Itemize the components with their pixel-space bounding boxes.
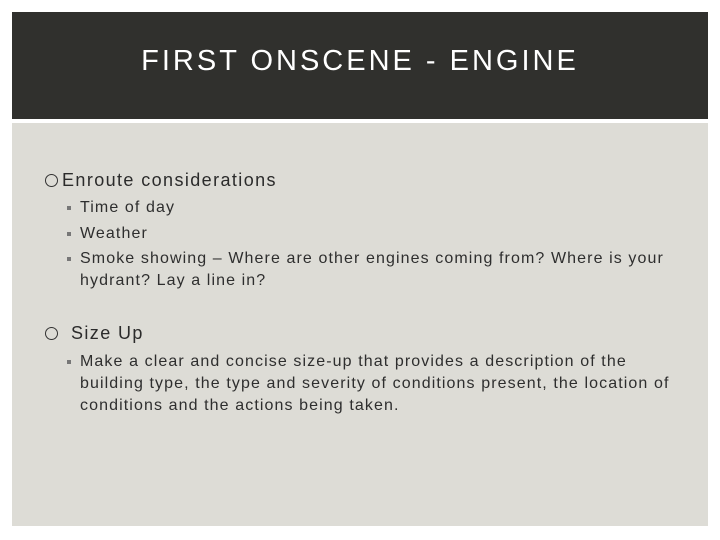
section-heading-label: Enroute considerations [62, 170, 277, 190]
title-divider [12, 120, 708, 122]
square-bullet-icon [67, 360, 71, 364]
list-item-smoke-showing: Smoke showing – Where are other engines coming from? Where is your hydrant? Lay a line in? [80, 248, 692, 292]
slide-title: FIRST ONSCENE - ENGINE [141, 45, 579, 77]
section-heading-label: Size Up [71, 323, 144, 343]
circle-bullet-icon [45, 327, 58, 340]
list-item-weather: Weather [80, 223, 690, 245]
circle-bullet-icon [45, 174, 58, 187]
square-bullet-icon [67, 232, 71, 236]
title-bar [12, 12, 708, 119]
square-bullet-icon [67, 206, 71, 210]
list-item-size-up-description: Make a clear and concise size-up that provides a description of the building type, the type and severity of conditions present, the location of conditions and the actions being taken. [80, 351, 692, 417]
section-heading-enroute [45, 170, 277, 191]
section-heading-size-up [45, 323, 144, 344]
list-item-time-of-day: Time of day [80, 197, 690, 219]
square-bullet-icon [67, 257, 71, 261]
